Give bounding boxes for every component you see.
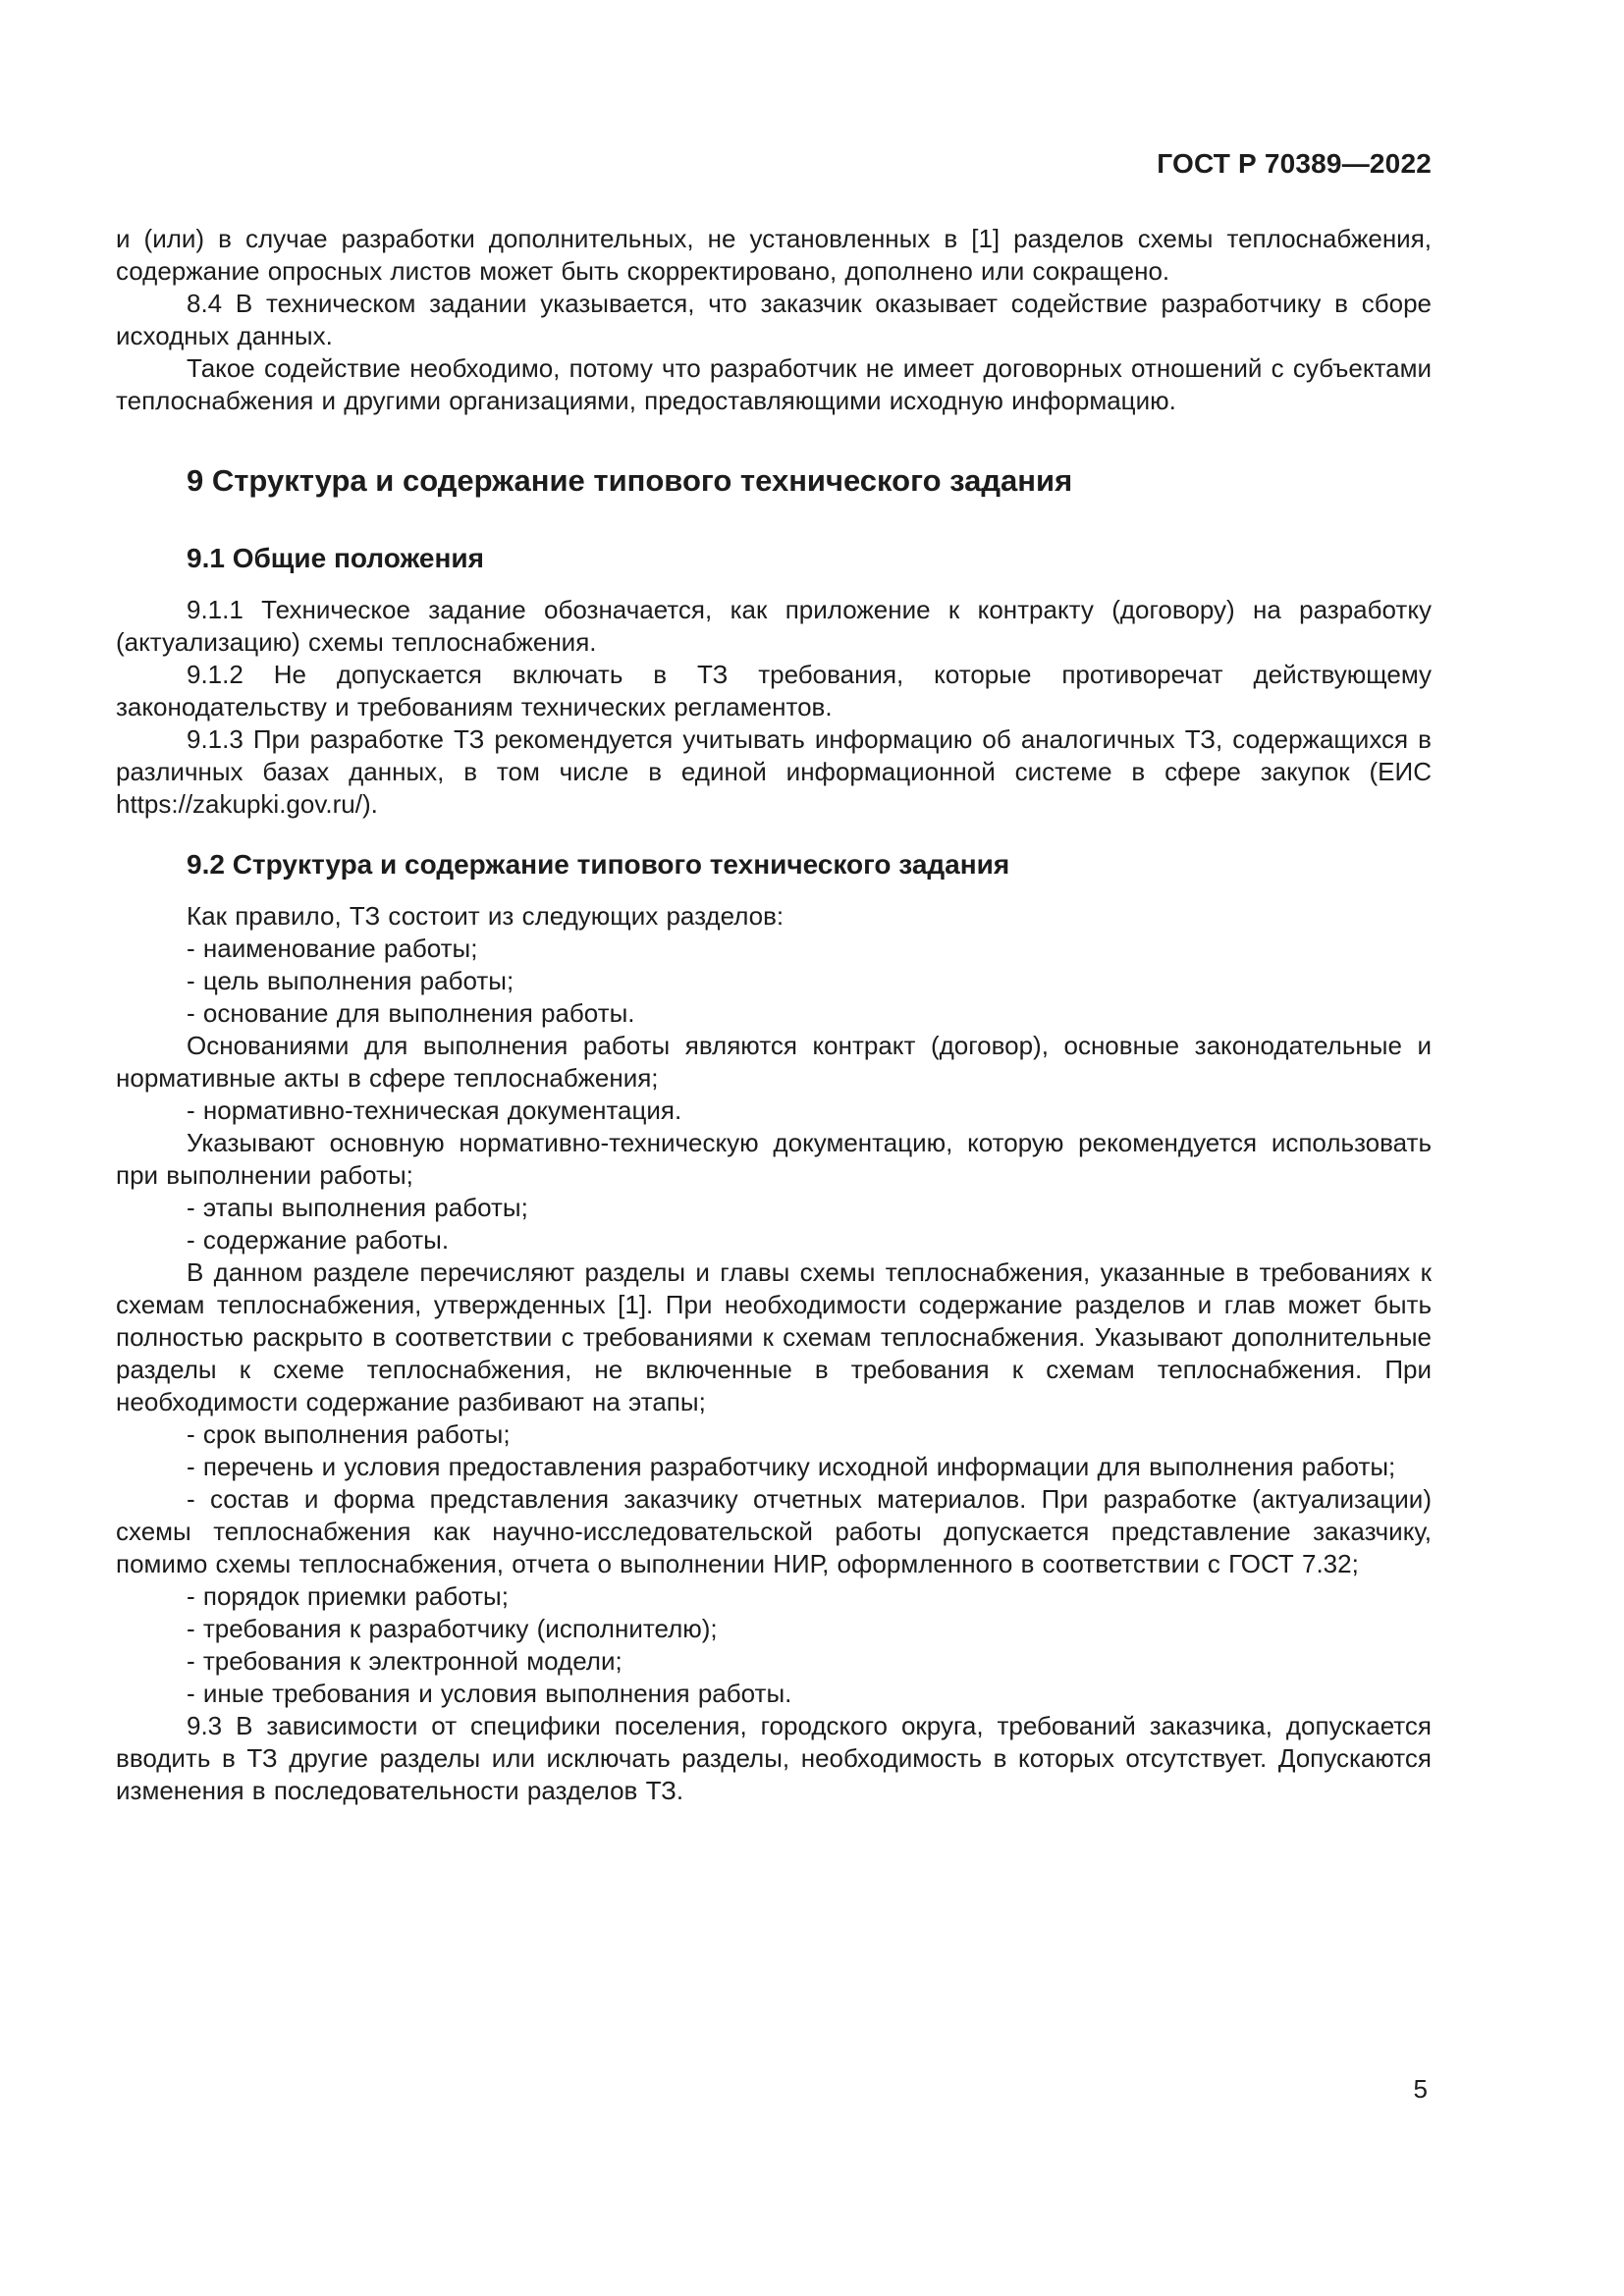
list-item-deadline: - срок выполнения работы; [187, 1419, 511, 1449]
paragraph-9-1-1: 9.1.1 Техническое задание обозначается, как приложение к контракту (договору) на разработку (актуализацию) схемы теплоснабжения. [116, 595, 1432, 657]
section-9-heading: 9 Структура и содержание типового технического задания [187, 463, 1073, 498]
paragraph-9-3: 9.3 В зависимости от специфики поселения, городского округа, требований заказчика, допускается вводить в ТЗ другие разделы или исключать разделы, необходимость в которых отсутствует. Допускаются изменения в последовательности разделов ТЗ. [116, 1711, 1432, 1805]
list-item-electronic-model-requirements: - требования к электронной модели; [187, 1646, 623, 1676]
list-item-acceptance-order: - порядок приемки работы; [187, 1581, 509, 1611]
list-item-work-name: - наименование работы; [187, 934, 478, 963]
paragraph-content-note: В данном разделе перечисляют разделы и главы схемы теплоснабжения, указанные в требованиях к схемам теплоснабжения, утвержденных [1]. При необходимости содержание разделов и глав может быть полностью раскрыто в соответствии с требованиями к схемам теплоснабжения. Указывают дополнительные разделы к схеме теплоснабжения, не включенные в требования к схемам теплоснабжения. При необходимости содержание разбивают на этапы; [116, 1257, 1432, 1416]
list-item-other-requirements: - иные требования и условия выполнения работы. [187, 1679, 792, 1708]
list-item-initial-info: - перечень и условия предоставления разработчику исходной информации для выполнения работы; [187, 1452, 1396, 1481]
paragraph-sections-intro: Как правило, ТЗ состоит из следующих разделов: [187, 901, 785, 931]
section-9-2-heading: 9.2 Структура и содержание типового технического задания [187, 849, 1010, 880]
list-item-work-basis: - основание для выполнения работы. [187, 998, 635, 1028]
paragraph-continuation: и (или) в случае разработки дополнительных, не установленных в [1] разделов схемы теплоснабжения, содержание опросных листов может быть скорректировано, дополнено или сокращено. [116, 224, 1432, 286]
paragraph-normative-note: Указывают основную нормативно-техническую документацию, которую рекомендуется использовать при выполнении работы; [116, 1128, 1432, 1190]
paragraph-9-1-3: 9.1.3 При разработке ТЗ рекомендуется учитывать информацию об аналогичных ТЗ, содержащихся в различных базах данных, в том числе в единой информационной системе в сфере закупок (ЕИС https://zakupki.gov.ru/). [116, 724, 1432, 819]
page-number: 5 [1413, 2074, 1428, 2104]
list-item-work-goal: - цель выполнения работы; [187, 966, 514, 995]
document-code-header: ГОСТ Р 70389—2022 [1157, 148, 1432, 179]
paragraph-basis-note: Основаниями для выполнения работы являются контракт (договор), основные законодательные и нормативные акты в сфере теплоснабжения; [116, 1031, 1432, 1093]
list-item-work-content: - содержание работы. [187, 1225, 450, 1255]
list-item-work-stages: - этапы выполнения работы; [187, 1193, 528, 1222]
paragraph-8-4: 8.4 В техническом задании указывается, что заказчик оказывает содействие разработчику в сборе исходных данных. [116, 289, 1432, 350]
paragraph-8-4-note: Такое содействие необходимо, потому что разработчик не имеет договорных отношений с субъектами теплоснабжения и другими организациями, предоставляющими исходную информацию. [116, 353, 1432, 415]
list-item-developer-requirements: - требования к разработчику (исполнителю); [187, 1614, 718, 1643]
list-item-report-form: - состав и форма представления заказчику отчетных материалов. При разработке (актуализации) схемы теплоснабжения как научно-исследовательской работы допускается представление заказчику, помимо схемы теплоснабжения, отчета о выполнении НИР, оформленного в соответствии с ГОСТ 7.32; [116, 1484, 1432, 1578]
section-9-1-heading: 9.1 Общие положения [187, 543, 484, 573]
list-item-normative-docs: - нормативно-техническая документация. [187, 1095, 682, 1125]
paragraph-9-1-2: 9.1.2 Не допускается включать в ТЗ требования, которые противоречат действующему законодательству и требованиям технических регламентов. [116, 660, 1432, 721]
document-content [116, 147, 1432, 1807]
